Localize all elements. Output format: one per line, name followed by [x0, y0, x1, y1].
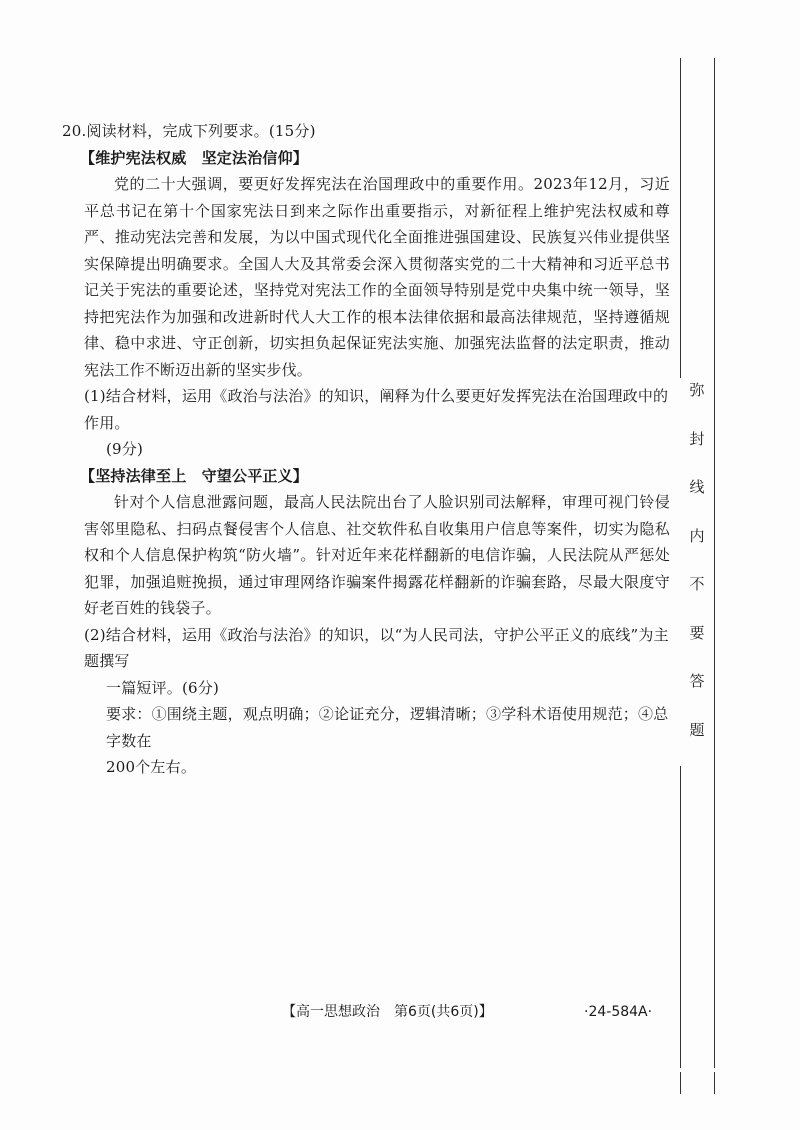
binding-tick-outer — [714, 1072, 715, 1094]
section-2-title: 【坚持法律至上 守望公平正义】 — [80, 466, 309, 485]
requirements-line-1: 要求：①围绕主题，观点明确；②论证充分，逻辑清晰；③学科术语使用规范；④总字数在 — [106, 705, 669, 750]
seal-char: 不 — [689, 575, 705, 593]
binding-line-outer — [714, 58, 715, 1068]
question-content — [62, 118, 670, 781]
essay-requirements — [62, 701, 670, 781]
sub-question-1 — [62, 383, 670, 463]
seal-char: 线 — [689, 478, 705, 496]
sub-question-2 — [62, 622, 670, 702]
section-1-material: 党的二十大强调，要更好发挥宪法在治国理政中的重要作用。2023年12月，习近平总书记在第十个国家宪法日到来之际作出重要指示，对新征程上维护宪法权威和尊严、推动宪法完善和发展，为以中国式现代化全面推进强国建设、民族复兴伟业提供坚实保障提出明确要求。全国人大及其常委会深入贯彻落实党的二十大精神和习近平总书记关于宪法的重要论述，坚持党对宪法工作的全面领导特别是党中央集中统一领导，坚持把宪法作为加强和改进新时代人大工作的根本法律依据和最高法律规范，坚持遵循规律、稳中求进、守正创新，切实担负起保证宪法实施、加强宪法监督的法定职责，推动宪法工作不断迈出新的坚实步伐。 — [84, 175, 670, 379]
sub-question-1-score: (9分) — [106, 440, 144, 458]
binding-tick-inner — [680, 1072, 681, 1094]
seal-char: 题 — [689, 720, 705, 739]
section-1-title: 【维护宪法权威 坚定法治信仰】 — [80, 148, 309, 167]
footer-page-info: 【高一思想政治 第6页(共6页)】 — [282, 1004, 493, 1020]
sub-question-2-continued: 一篇短评。(6分) — [106, 678, 220, 697]
seal-char: 封 — [689, 429, 705, 448]
seal-char: 弥 — [689, 381, 705, 399]
question-title: 20.阅读材料，完成下列要求。(15分) — [62, 122, 316, 140]
seal-line-notice — [680, 378, 714, 766]
seal-char: 答 — [689, 672, 705, 690]
seal-char: 内 — [689, 526, 705, 545]
sub-question-2-text: (2)结合材料，运用《政治与法治》的知识，以“为人民司法，守护公平正义的底线”为主题撰写 — [84, 625, 669, 670]
sub-question-1-text: (1)结合材料，运用《政治与法治》的知识，阐释为什么要更好发挥宪法在治国理政中的作用。 — [84, 387, 669, 432]
seal-char: 要 — [689, 623, 705, 642]
section-2-material: 针对个人信息泄露问题，最高人民法院出台了人脸识别司法解释，审理可视门铃侵害邻里隐私、扫码点餐侵害个人信息、社交软件私自收集用户信息等案件，切实为隐私权和个人信息保护构筑“防火墙”。针对近年来花样翻新的电信诈骗，人民法院从严惩处犯罪，加强追赃挽损，通过审理网络诈骗案件揭露花样翻新的诈骗套路，尽最大限度守好老百姓的钱袋子。 — [84, 493, 670, 617]
requirements-line-2: 200个左右。 — [106, 758, 197, 776]
footer-exam-code: ·24-584A· — [584, 1004, 653, 1020]
page-footer — [0, 1001, 800, 1023]
